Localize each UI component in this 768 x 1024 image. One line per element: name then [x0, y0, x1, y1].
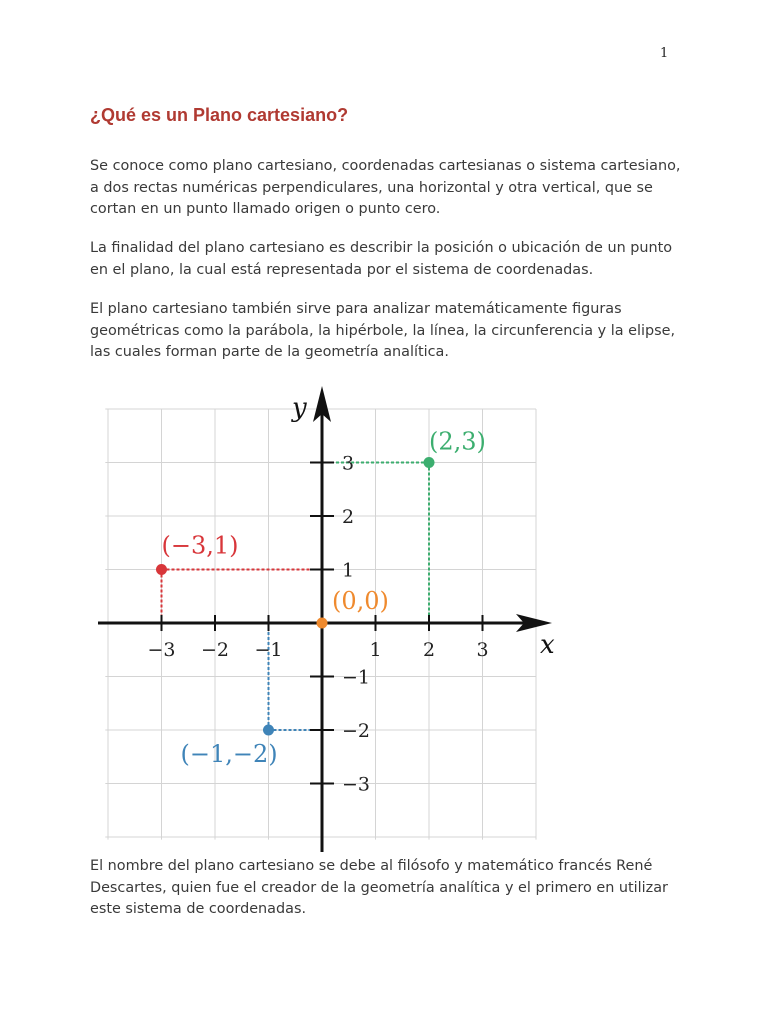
x-tick-label: 2 — [422, 639, 436, 661]
data-point — [156, 564, 167, 575]
data-point — [424, 457, 435, 468]
point-label: (−1,−2) — [180, 740, 278, 768]
y-tick-label: 1 — [342, 559, 355, 582]
y-axis-label: y — [292, 393, 307, 423]
paragraph-uses: El plano cartesiano también sirve para analizar matemáticamente figuras geométricas como la parábola, la hipérbole, la línea, la circunferencia y la elipse, las cuales forman parte de la geometría analítica. — [90, 301, 676, 360]
data-point — [317, 618, 328, 629]
x-tick-label: 1 — [369, 639, 382, 661]
point-label: (2,3) — [429, 427, 486, 456]
y-tick-label: 3 — [342, 452, 355, 475]
point-label: (−3,1) — [161, 531, 239, 560]
paragraph-purpose: La finalidad del plano cartesiano es describir la posición o ubicación de un punto en el plano, la cual está representada por el sistema de coordenadas. — [90, 240, 673, 278]
x-tick-label: 3 — [476, 639, 489, 661]
x-tick-label: −1 — [254, 639, 283, 661]
x-tick-label: −2 — [200, 639, 230, 661]
y-tick-label: −2 — [342, 720, 371, 742]
page-title: ¿Qué es un Plano cartesiano? — [90, 105, 349, 125]
point-label: (0,0) — [332, 587, 389, 615]
data-point — [263, 725, 274, 736]
x-tick-label: −3 — [147, 639, 176, 661]
y-tick-label: −3 — [342, 773, 371, 796]
cartesian-plane-chart — [0, 380, 768, 855]
y-tick-label: 2 — [342, 506, 355, 528]
y-tick-label: −1 — [342, 666, 371, 689]
x-axis-label: x — [540, 630, 555, 660]
page-number: 1 — [660, 46, 669, 61]
paragraph-definition: Se conoce como plano cartesiano, coordenadas cartesianas o sistema cartesiano, a dos rectas numéricas perpendiculares, una horizontal y otra vertical, que se cortan en un punto llamado origen o punto cero. — [90, 158, 681, 217]
paragraph-descartes: El nombre del plano cartesiano se debe al filósofo y matemático francés René Descartes, quien fue el creador de la geometría analítica y el primero en utilizar este sistema de coordenadas. — [90, 858, 668, 917]
